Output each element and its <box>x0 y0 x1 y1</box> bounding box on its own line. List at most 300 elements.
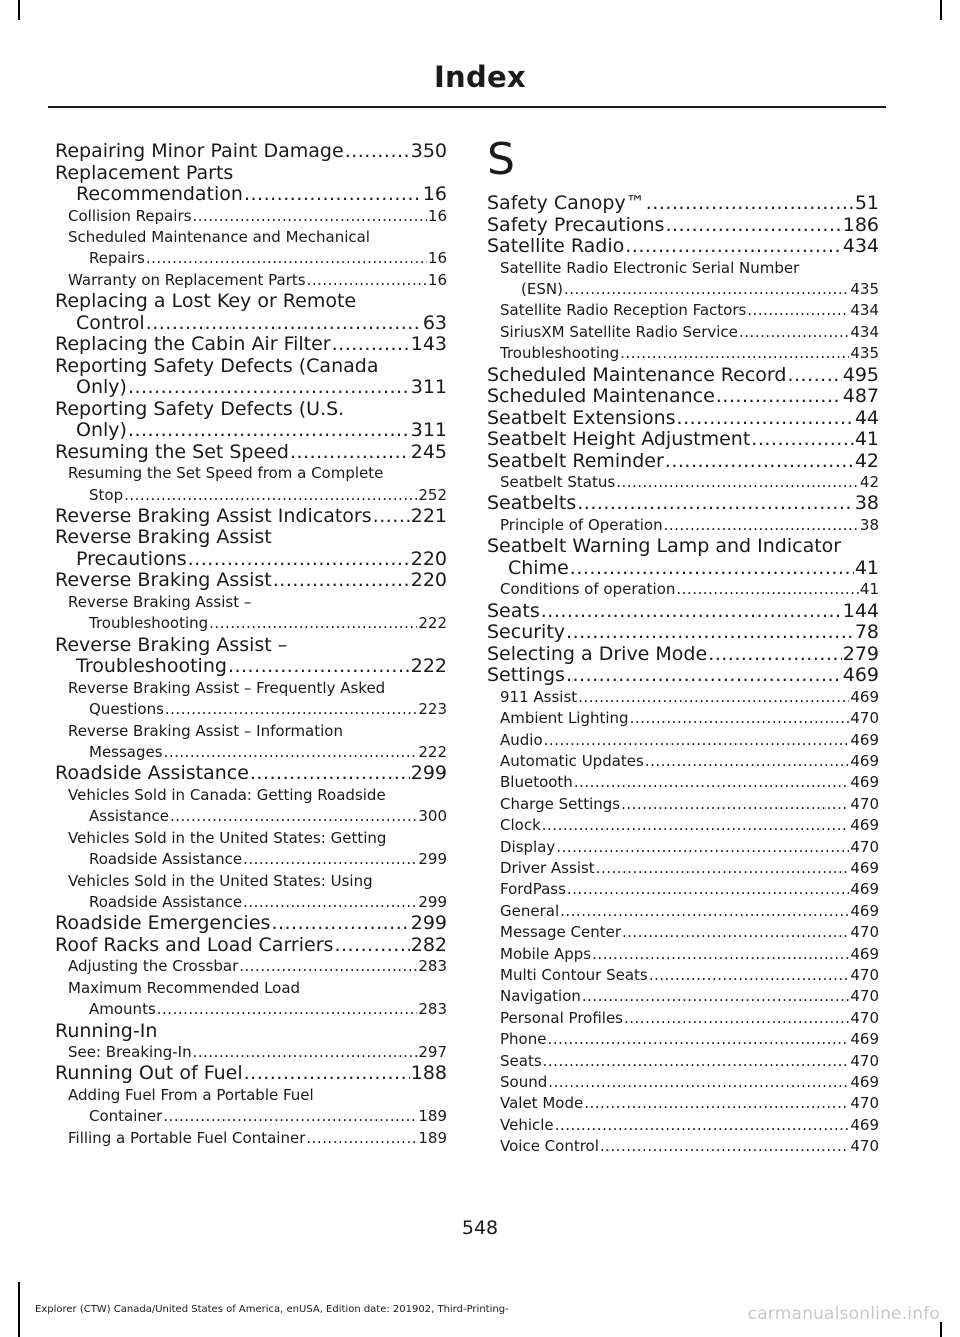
entry-label: Running-In <box>55 1019 158 1042</box>
index-subentry[interactable] <box>55 721 447 764</box>
index-entry[interactable] <box>55 291 447 334</box>
entry-label: Only) <box>76 419 127 442</box>
index-subentry[interactable] <box>487 986 879 1007</box>
index-subentry[interactable] <box>55 1128 447 1149</box>
entry-label: 911 Assist <box>500 687 578 706</box>
dot-leader <box>708 644 842 666</box>
entry-page-number: 41 <box>854 428 879 451</box>
dot-leader <box>128 377 410 399</box>
section-letter: S <box>487 134 515 185</box>
entry-label: Reporting Safety Defects (U.S. <box>55 397 345 420</box>
entry-label: Replacement Parts <box>55 161 234 184</box>
entry-label: Satellite Radio Electronic Serial Number <box>500 258 800 277</box>
header-divider <box>48 106 886 108</box>
entry-label: Only) <box>76 376 127 399</box>
entry-page-number: 469 <box>850 751 879 770</box>
entry-page-number: 189 <box>418 1107 447 1126</box>
entry-label: Conditions of operation <box>500 580 676 599</box>
index-entry[interactable] <box>487 451 879 473</box>
index-column-right <box>487 134 879 1158</box>
entry-label: Display <box>500 837 556 856</box>
index-entry[interactable] <box>55 635 447 678</box>
dot-leader <box>716 386 842 408</box>
entry-label: (ESN) <box>521 279 563 298</box>
index-entry[interactable] <box>55 763 447 785</box>
index-subentry[interactable] <box>487 258 879 301</box>
entry-page-number: 16 <box>427 249 447 268</box>
dot-leader <box>543 1051 850 1072</box>
index-entry[interactable] <box>487 536 879 579</box>
index-subentry[interactable] <box>55 678 447 721</box>
entry-label: Bluetooth <box>500 773 573 792</box>
entry-page-number: 78 <box>854 621 879 644</box>
entry-label: Filling a Portable Fuel Container <box>68 1128 306 1147</box>
entry-label: Reverse Braking Assist <box>55 526 272 549</box>
index-subentry[interactable] <box>487 1093 879 1114</box>
entry-label: Resuming the Set Speed <box>55 440 289 463</box>
dot-leader <box>163 1106 417 1127</box>
crop-mark-bottom-right <box>940 1322 942 1337</box>
entry-page-number: 469 <box>850 901 879 920</box>
entry-page-number: 223 <box>418 700 447 719</box>
index-entry[interactable] <box>487 215 879 237</box>
entry-page-number: 299 <box>418 892 447 911</box>
index-subentry[interactable] <box>487 815 879 836</box>
index-entry[interactable] <box>55 356 447 399</box>
dot-leader <box>625 236 841 258</box>
entry-label: General <box>500 901 560 920</box>
dot-leader <box>271 913 409 935</box>
crop-mark-top-right <box>940 0 942 20</box>
index-entry[interactable] <box>55 1063 447 1085</box>
entry-page-number: 350 <box>410 140 447 162</box>
entry-label: Replacing a Lost Key or Remote <box>55 290 357 313</box>
dot-leader <box>542 815 850 836</box>
dot-leader <box>345 141 410 163</box>
dot-leader <box>739 322 849 343</box>
entry-page-number: 469 <box>850 859 879 877</box>
entry-label: Seatbelt Extensions <box>487 406 676 429</box>
index-entry[interactable] <box>487 386 879 408</box>
entry-page-number: 44 <box>854 406 879 429</box>
dot-leader <box>665 451 854 473</box>
entry-page-number: 252 <box>418 485 447 504</box>
index-entry[interactable] <box>55 935 447 957</box>
index-subentry[interactable] <box>487 1029 879 1050</box>
index-entry[interactable] <box>487 365 879 387</box>
index-subentry[interactable] <box>55 270 447 291</box>
entry-page-number: 469 <box>850 1115 879 1134</box>
entry-label: Collision Repairs <box>68 206 192 225</box>
dot-leader <box>128 420 410 442</box>
index-entry[interactable] <box>487 236 879 258</box>
entry-label: Automatic Updates <box>500 751 644 770</box>
index-entry[interactable] <box>55 570 447 592</box>
entry-page-number: 16 <box>422 183 447 205</box>
entry-page-number: 469 <box>850 687 879 706</box>
entry-label: Precautions <box>76 547 187 570</box>
entry-page-number: 435 <box>850 279 879 298</box>
dot-leader <box>577 493 854 515</box>
entry-label: Sound <box>500 1073 548 1092</box>
dot-leader <box>373 506 410 528</box>
entry-page-number: 143 <box>410 333 447 356</box>
entry-page-number: 297 <box>418 1043 447 1062</box>
entry-page-number: 189 <box>418 1128 447 1147</box>
entry-label: Satellite Radio <box>487 235 625 257</box>
watermark: carmanualsonline.info <box>747 1304 940 1324</box>
entry-label: Safety Precautions <box>487 213 665 236</box>
index-subentry[interactable] <box>487 965 879 986</box>
entry-page-number: 434 <box>850 301 879 320</box>
index-subentry[interactable] <box>487 1115 879 1136</box>
dot-leader <box>307 270 427 291</box>
dot-leader <box>164 742 418 763</box>
dot-leader <box>290 442 410 464</box>
entry-page-number: 495 <box>842 363 879 386</box>
dot-leader <box>239 956 417 977</box>
index-subentry[interactable] <box>487 708 879 729</box>
index-entry[interactable] <box>487 193 879 215</box>
entry-label: Vehicles Sold in the United States: Using <box>68 871 373 890</box>
entry-label: Resuming the Set Speed from a Complete <box>68 464 384 483</box>
dot-leader <box>630 708 850 729</box>
index-entry[interactable] <box>487 644 879 666</box>
index-subentry[interactable] <box>55 1042 447 1063</box>
dot-leader <box>548 1072 849 1093</box>
dot-leader <box>243 849 417 870</box>
entry-page-number: 469 <box>850 944 879 963</box>
entry-page-number: 470 <box>850 794 879 813</box>
dot-leader <box>677 408 854 430</box>
index-subentry[interactable] <box>55 206 447 227</box>
entry-label: Container <box>89 1107 163 1126</box>
entry-page-number: 282 <box>410 933 447 956</box>
entry-label: Running Out of Fuel <box>55 1062 243 1085</box>
dot-leader <box>664 515 859 536</box>
index-entry[interactable] <box>55 527 447 570</box>
dot-leader <box>334 935 409 957</box>
entry-label: Adjusting the Crossbar <box>68 957 239 976</box>
entry-page-number: 220 <box>410 547 447 570</box>
index-subentry[interactable] <box>55 785 447 828</box>
entry-page-number: 283 <box>418 957 447 976</box>
entry-label: Replacing the Cabin Air Filter <box>55 333 331 356</box>
page-number: 548 <box>461 1217 499 1239</box>
entry-label: Voice Control <box>500 1137 599 1156</box>
entry-label: Seatbelts <box>487 492 577 515</box>
entry-page-number: 283 <box>418 1000 447 1019</box>
entry-label: Security <box>487 621 566 644</box>
index-subentry[interactable] <box>55 871 447 914</box>
index-subentry[interactable] <box>55 1085 447 1128</box>
index-entry[interactable] <box>55 1021 447 1043</box>
dot-leader <box>273 570 410 592</box>
index-entry[interactable] <box>55 141 447 163</box>
entry-page-number: 487 <box>842 385 879 408</box>
entry-page-number: 186 <box>842 213 879 236</box>
entry-label: Scheduled Maintenance and Mechanical <box>68 227 370 246</box>
entry-label: Recommendation <box>76 183 243 205</box>
dot-leader <box>209 613 417 634</box>
dot-leader <box>787 365 841 387</box>
crop-mark-bottom-left <box>18 1282 20 1337</box>
entry-page-number: 222 <box>418 614 447 633</box>
dot-leader <box>192 206 426 227</box>
dot-leader <box>566 622 854 644</box>
entry-label: Warranty on Replacement Parts <box>68 270 306 289</box>
entry-label: Driver Assist <box>500 859 595 877</box>
entry-label: Chime <box>508 556 569 579</box>
entry-label: FordPass <box>500 880 566 899</box>
entry-page-number: 63 <box>422 311 447 334</box>
dot-leader <box>620 343 849 364</box>
index-entry[interactable] <box>487 622 879 644</box>
index-subentry[interactable] <box>487 794 879 815</box>
dot-leader <box>547 1029 849 1050</box>
entry-label: Roadside Assistance <box>89 850 243 869</box>
entry-label: Adding Fuel From a Portable Fuel <box>68 1085 314 1104</box>
dot-leader <box>564 279 849 300</box>
index-subentry[interactable] <box>487 944 879 965</box>
entry-label: Vehicle <box>500 1115 554 1134</box>
index-subentry[interactable] <box>55 956 447 977</box>
entry-label: Seats <box>500 1051 542 1070</box>
dot-leader <box>596 858 850 879</box>
entry-page-number: 469 <box>850 1073 879 1092</box>
entry-page-number: 245 <box>410 440 447 463</box>
index-subentry[interactable] <box>487 879 879 900</box>
index-subentry[interactable] <box>487 858 879 879</box>
dot-leader <box>170 806 417 827</box>
dot-leader <box>165 699 417 720</box>
dot-leader <box>306 1128 417 1149</box>
entry-label: Reverse Braking Assist <box>55 569 272 592</box>
crop-mark-top-left <box>18 0 20 20</box>
dot-leader <box>621 794 849 815</box>
entry-page-number: 469 <box>850 730 879 749</box>
dot-leader <box>751 429 854 451</box>
entry-page-number: 470 <box>850 1008 879 1027</box>
dot-leader <box>665 215 841 237</box>
entry-label: Amounts <box>89 1000 156 1019</box>
entry-page-number: 41 <box>854 556 879 579</box>
entry-label: Audio <box>500 730 543 749</box>
entry-page-number: 221 <box>410 504 447 527</box>
entry-label: Maximum Recommended Load <box>68 978 301 997</box>
index-subentry[interactable] <box>487 1051 879 1072</box>
entry-page-number: 311 <box>410 376 447 399</box>
entry-page-number: 279 <box>842 642 879 665</box>
entry-label: Stop <box>89 485 124 504</box>
dot-leader <box>332 334 410 356</box>
entry-page-number: 470 <box>850 1051 879 1070</box>
index-entry[interactable] <box>487 408 879 430</box>
index-subentry[interactable] <box>55 463 447 506</box>
entry-label: Reverse Braking Assist – Frequently Asked <box>68 678 386 697</box>
dot-leader <box>544 730 850 751</box>
index-subentry[interactable] <box>487 1136 879 1157</box>
entry-page-number: 311 <box>410 419 447 442</box>
dot-leader <box>747 300 849 321</box>
index-subentry[interactable] <box>487 300 879 321</box>
entry-label: Seatbelt Warning Lamp and Indicator <box>487 535 842 558</box>
entry-label: Selecting a Drive Mode <box>487 642 708 665</box>
dot-leader <box>582 986 849 1007</box>
entry-label: Seatbelt Status <box>500 473 616 492</box>
index-entry[interactable] <box>487 665 879 687</box>
entry-page-number: 470 <box>850 923 879 942</box>
index-subentry[interactable] <box>487 730 879 751</box>
index-entry[interactable] <box>55 334 447 356</box>
index-subentry[interactable] <box>55 828 447 871</box>
dot-leader <box>560 901 849 922</box>
dot-leader <box>574 772 850 793</box>
index-subentry[interactable] <box>487 901 879 922</box>
dot-leader <box>193 1042 418 1063</box>
entry-page-number: 470 <box>850 1137 879 1156</box>
entry-page-number: 16 <box>427 270 447 289</box>
entry-label: Roadside Assistance <box>89 892 243 911</box>
dot-leader <box>616 472 859 493</box>
index-subentry[interactable] <box>487 922 879 943</box>
entry-label: Settings <box>487 664 565 687</box>
entry-label: Troubleshooting <box>500 344 620 363</box>
index-entries-right <box>487 193 879 1158</box>
entry-page-number: 470 <box>850 987 879 1006</box>
entry-label: Reverse Braking Assist – <box>55 633 288 656</box>
dot-leader <box>124 485 417 506</box>
dot-leader <box>578 687 849 708</box>
dot-leader <box>146 248 427 269</box>
entry-label: Ambient Lighting <box>500 709 629 728</box>
entry-page-number: 470 <box>850 837 879 856</box>
dot-leader <box>188 549 410 571</box>
dot-leader <box>645 751 850 772</box>
entry-label: Roof Racks and Load Carriers <box>55 933 334 956</box>
entry-label: Multi Contour Seats <box>500 966 648 985</box>
dot-leader <box>146 313 422 335</box>
index-entry[interactable] <box>55 442 447 464</box>
entry-page-number: 220 <box>410 569 447 592</box>
dot-leader <box>244 184 422 206</box>
entry-label: Assistance <box>89 807 169 826</box>
entry-page-number: 299 <box>410 912 447 935</box>
dot-leader <box>624 1008 849 1029</box>
index-entry[interactable] <box>55 163 447 206</box>
entry-page-number: 188 <box>410 1062 447 1085</box>
entry-page-number: 469 <box>850 773 879 792</box>
dot-leader <box>250 763 410 785</box>
entry-label: Repairs <box>89 249 145 268</box>
dot-leader <box>243 892 417 913</box>
index-entry[interactable] <box>55 913 447 935</box>
dot-leader <box>566 665 842 687</box>
entry-label: Roadside Assistance <box>55 762 249 785</box>
entry-label: Mobile Apps <box>500 944 592 963</box>
dot-leader <box>567 879 849 900</box>
entry-label: Scheduled Maintenance <box>487 385 715 408</box>
dot-leader <box>157 999 418 1020</box>
index-subentry[interactable] <box>487 772 879 793</box>
index-subentry[interactable] <box>487 1008 879 1029</box>
entry-page-number: 299 <box>410 762 447 785</box>
entry-label: Troubleshooting <box>76 655 227 678</box>
page-title: Index <box>433 60 527 94</box>
entry-label: Message Center <box>500 923 621 942</box>
dot-leader <box>228 656 410 678</box>
entry-label: Seatbelt Reminder <box>487 449 664 472</box>
entry-label: SiriusXM Satellite Radio Service <box>500 322 738 341</box>
index-subentry[interactable] <box>487 472 879 493</box>
entry-label: Reporting Safety Defects (Canada <box>55 354 379 377</box>
index-subentry[interactable] <box>487 579 879 600</box>
index-subentry[interactable] <box>487 322 879 343</box>
index-subentry[interactable] <box>487 687 879 708</box>
dot-leader <box>244 1063 410 1085</box>
entry-page-number: 42 <box>854 449 879 472</box>
dot-leader <box>570 558 854 580</box>
index-subentry[interactable] <box>487 751 879 772</box>
entry-page-number: 435 <box>850 344 879 363</box>
edition-info: Explorer (CTW) Canada/United States of America, enUSA, Edition date: 201902, Third-Printing- <box>35 1304 509 1315</box>
entry-label: Control <box>76 311 145 334</box>
entry-page-number: 469 <box>850 816 879 835</box>
entry-page-number: 144 <box>842 599 879 622</box>
entry-label: Vehicles Sold in Canada: Getting Roadside <box>68 785 386 804</box>
dot-leader <box>646 193 854 215</box>
index-subentry[interactable] <box>487 515 879 536</box>
entry-label: Messages <box>89 742 163 761</box>
dot-leader <box>676 579 858 600</box>
dot-leader <box>556 837 849 858</box>
index-entry[interactable] <box>487 601 879 623</box>
entry-page-number: 51 <box>854 192 879 214</box>
index-subentry[interactable] <box>55 592 447 635</box>
index-subentry[interactable] <box>55 227 447 270</box>
entry-page-number: 470 <box>850 709 879 728</box>
entry-label: Phone <box>500 1030 547 1049</box>
entry-label: Seatbelt Height Adjustment <box>487 428 751 451</box>
index-entry[interactable] <box>55 399 447 442</box>
entry-label: Seats <box>487 599 540 622</box>
entry-label: Troubleshooting <box>89 614 209 633</box>
index-entry[interactable] <box>55 506 447 528</box>
index-column-left <box>55 141 447 1149</box>
index-entry[interactable] <box>487 429 879 451</box>
index-subentry[interactable] <box>487 343 879 364</box>
dot-leader <box>592 944 849 965</box>
entry-label: Personal Profiles <box>500 1008 623 1027</box>
entry-page-number: 470 <box>850 1094 879 1113</box>
entry-page-number: 222 <box>410 655 447 678</box>
entry-label: Clock <box>500 816 541 835</box>
entry-label: Reverse Braking Assist – <box>68 592 252 611</box>
entry-page-number: 38 <box>859 515 879 534</box>
dot-leader <box>541 601 842 623</box>
index-subentry[interactable] <box>487 1072 879 1093</box>
entry-label: Satellite Radio Reception Factors <box>500 301 747 320</box>
entry-page-number: 16 <box>427 206 447 225</box>
index-entry[interactable] <box>487 493 879 515</box>
dot-leader <box>600 1136 849 1157</box>
index-subentry[interactable] <box>55 978 447 1021</box>
entry-label: Questions <box>89 700 164 719</box>
entry-label: See: Breaking-In <box>68 1043 192 1062</box>
index-subentry[interactable] <box>487 837 879 858</box>
entry-label: Reverse Braking Assist – Information <box>68 721 343 740</box>
entry-page-number: 299 <box>418 850 447 869</box>
